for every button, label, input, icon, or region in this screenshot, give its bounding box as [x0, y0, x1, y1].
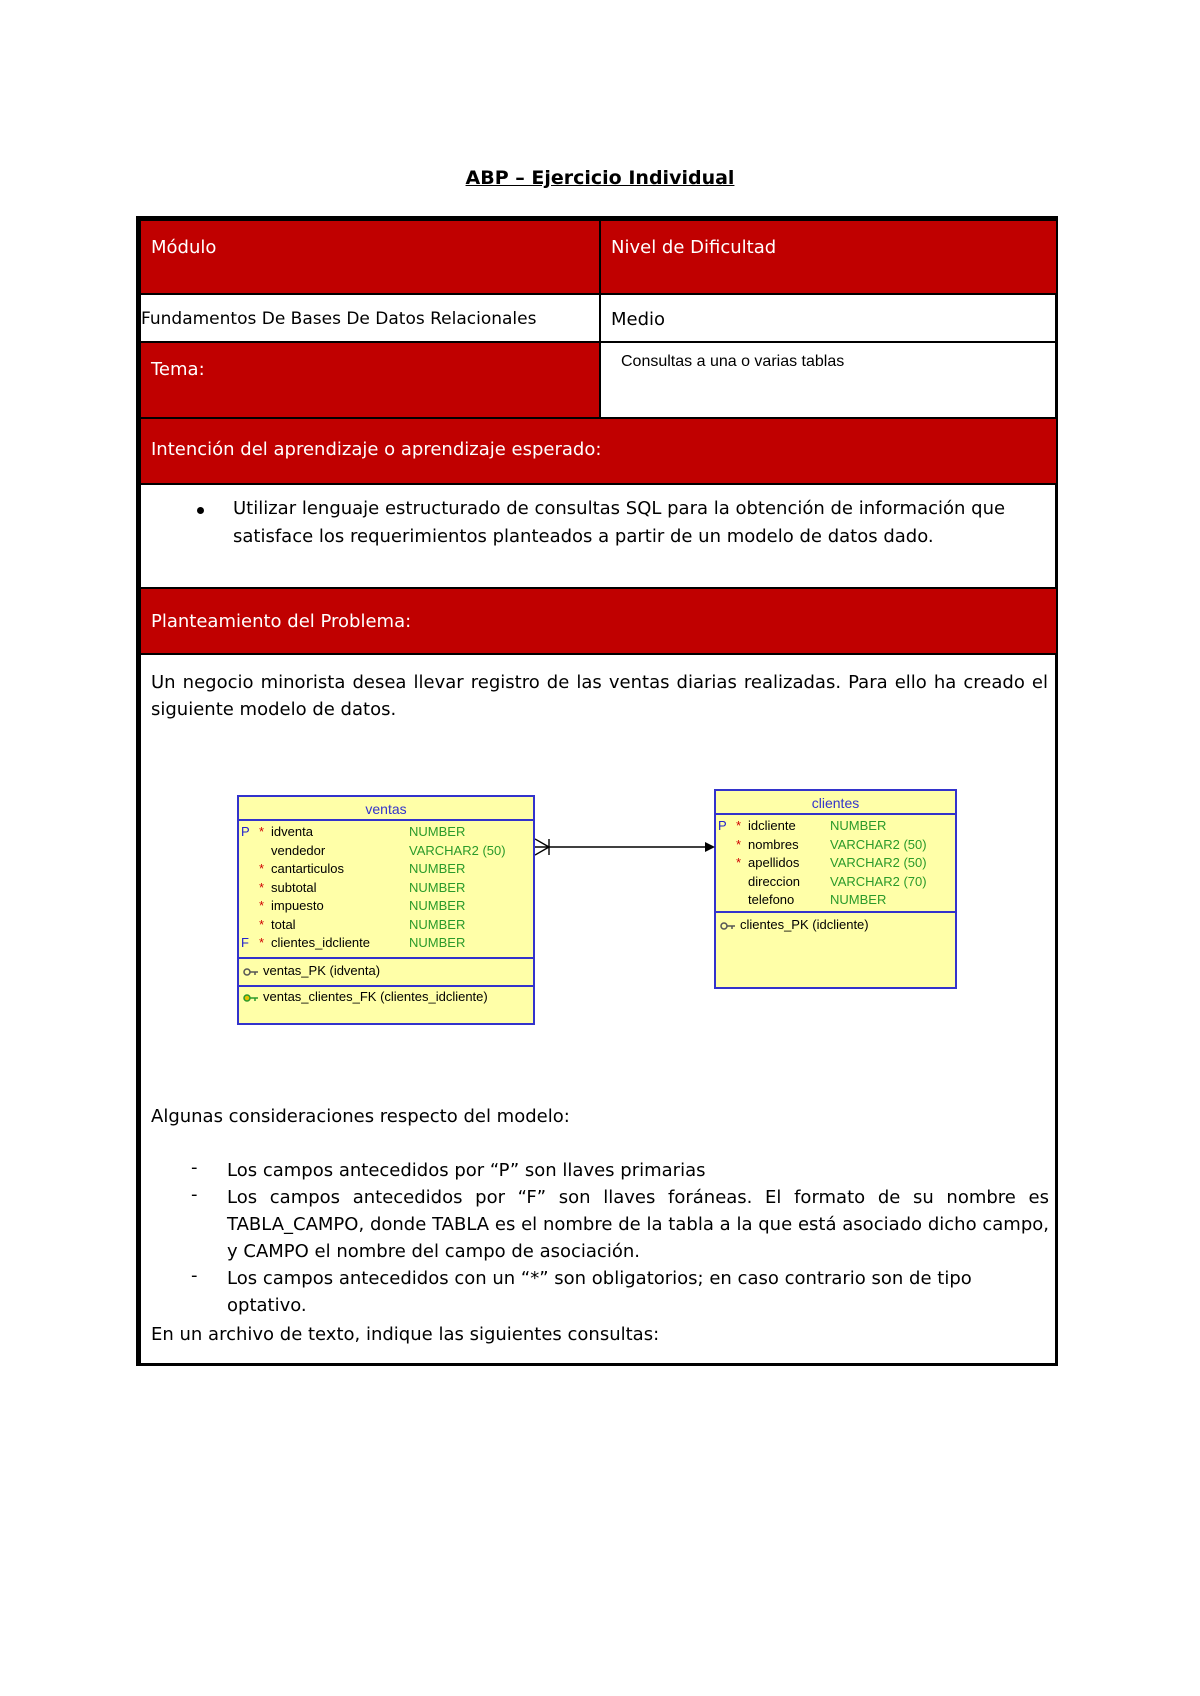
consideration-item: Los campos antecedidos por “P” son llaves primarias	[227, 1160, 706, 1181]
field-type: NUMBER	[409, 861, 466, 876]
nivel-value: Medio	[611, 309, 666, 330]
required-marker: *	[259, 861, 265, 876]
ventas-field-row	[239, 861, 533, 879]
dash-marker: -	[191, 1157, 198, 1178]
intencion-bullet-text: Utilizar lenguaje estructurado de consultas SQL para la obtención de información que satisface los requerimientos planteados a partir de un modelo de datos dado.	[233, 498, 1006, 547]
ventas-fk-text: ventas_clientes_FK (clientes_idcliente)	[263, 989, 488, 1004]
ventas-pk-text: ventas_PK (idventa)	[263, 963, 381, 978]
relationship-connector	[535, 835, 717, 859]
field-name: vendedor	[271, 842, 326, 858]
field-name: telefono	[748, 892, 795, 907]
tema-value: Consultas a una o varias tablas	[621, 353, 845, 370]
ventas-entity-name: ventas	[365, 801, 407, 817]
field-type: NUMBER	[409, 898, 466, 913]
planteamiento-label: Planteamiento del Problema:	[151, 611, 412, 632]
field-type: VARCHAR2 (70)	[830, 873, 927, 889]
exercise-table	[136, 216, 1058, 1366]
required-marker: *	[259, 898, 265, 913]
dash-marker: -	[191, 1184, 198, 1205]
consideration-item: Los campos antecedidos por “F” son llaves foráneas. El formato de su nombre es TABLA_CAMPO, donde TABLA es el nombre de la tabla a la que está asociado dicho campo, y CAMPO el nombre del campo de asociación.	[227, 1187, 1049, 1262]
nivel-header-cell	[599, 219, 1058, 295]
document-title: ABP – Ejercicio Individual	[465, 167, 735, 189]
required-marker: *	[736, 836, 742, 852]
clientes-pk-line	[720, 917, 869, 932]
field-type: NUMBER	[409, 916, 466, 932]
ventas-pk-separator	[239, 985, 533, 987]
modulo-value-cell	[139, 293, 601, 343]
clientes-fields-separator	[716, 911, 955, 913]
required-marker: *	[736, 855, 742, 870]
nivel-value-cell	[599, 293, 1058, 343]
planteamiento-header-cell	[139, 587, 1058, 655]
field-name: apellidos	[748, 855, 800, 870]
ventas-field-row	[239, 917, 533, 935]
field-type: NUMBER	[409, 935, 466, 950]
ventas-fields-separator	[239, 957, 533, 959]
field-name: impuesto	[271, 898, 324, 913]
ventas-field-row	[239, 880, 533, 898]
required-marker: *	[259, 916, 265, 932]
modulo-label: Módulo	[151, 237, 217, 258]
field-name: clientes_idcliente	[271, 935, 371, 950]
key-flag: P	[241, 824, 250, 839]
clientes-header-separator	[716, 813, 955, 815]
ventas-field-row	[239, 824, 533, 842]
required-marker: *	[259, 824, 265, 839]
field-name: subtotal	[271, 879, 317, 895]
problem-content-cell	[139, 653, 1058, 1366]
field-name: direccion	[748, 873, 801, 889]
bullet-icon	[197, 507, 204, 514]
modulo-value: Fundamentos De Bases De Datos Relacionales	[141, 309, 537, 329]
field-type: NUMBER	[830, 892, 887, 907]
modulo-header-cell	[139, 219, 601, 295]
tema-value-cell	[599, 341, 1058, 419]
ventas-header-separator	[239, 819, 533, 821]
intencion-content-cell	[139, 483, 1058, 589]
clientes-field-row	[716, 837, 955, 855]
clientes-field-row	[716, 855, 955, 873]
field-name: cantarticulos	[271, 861, 344, 876]
ventas-fk-line	[243, 989, 488, 1004]
field-name: idcliente	[748, 818, 796, 833]
required-marker: *	[259, 935, 265, 950]
intencion-label: Intención del aprendizaje o aprendizaje esperado:	[151, 439, 602, 460]
ventas-entity	[237, 795, 535, 1025]
ventas-pk-line	[243, 963, 380, 978]
required-marker: *	[736, 818, 742, 833]
clientes-entity-name: clientes	[811, 795, 860, 811]
primary-key-icon	[243, 968, 259, 976]
consideration-item: Los campos antecedidos con un “*” son obligatorios; en caso contrario son de tipo optativo.	[227, 1268, 972, 1316]
intencion-header-cell	[139, 417, 1058, 485]
field-name: total	[271, 916, 296, 932]
foreign-key-icon	[243, 994, 259, 1002]
key-flag: P	[718, 818, 727, 833]
clientes-entity	[714, 789, 957, 989]
data-model-diagram	[141, 655, 1056, 1075]
field-type: VARCHAR2 (50)	[830, 855, 927, 870]
clientes-field-row	[716, 892, 955, 910]
primary-key-icon	[720, 922, 736, 930]
considerations-title: Algunas consideraciones respecto del modelo:	[151, 1106, 570, 1127]
field-type: VARCHAR2 (50)	[830, 836, 927, 852]
required-marker: *	[259, 879, 265, 895]
nivel-label: Nivel de Dificultad	[611, 237, 777, 258]
clientes-field-row	[716, 874, 955, 892]
ventas-field-row	[239, 898, 533, 916]
field-type: VARCHAR2 (50)	[409, 842, 506, 858]
ventas-field-row	[239, 843, 533, 861]
field-name: idventa	[271, 824, 313, 839]
closing-instruction: En un archivo de texto, indique las siguientes consultas:	[151, 1324, 660, 1345]
field-type: NUMBER	[830, 818, 887, 833]
intencion-bullet-item	[233, 495, 1033, 551]
key-flag: F	[241, 935, 249, 950]
field-type: NUMBER	[409, 879, 466, 895]
field-name: nombres	[748, 836, 799, 852]
dash-marker: -	[191, 1265, 198, 1286]
tema-label: Tema:	[151, 359, 205, 380]
tema-header-cell	[139, 341, 601, 419]
ventas-field-row	[239, 935, 533, 953]
problem-intro: Un negocio minorista desea llevar registro de las ventas diarias realizadas. Para ello ha creado el siguiente modelo de datos.	[151, 672, 1048, 720]
field-type: NUMBER	[409, 824, 466, 839]
clientes-field-row	[716, 818, 955, 836]
clientes-pk-text: clientes_PK (idcliente)	[740, 917, 869, 932]
